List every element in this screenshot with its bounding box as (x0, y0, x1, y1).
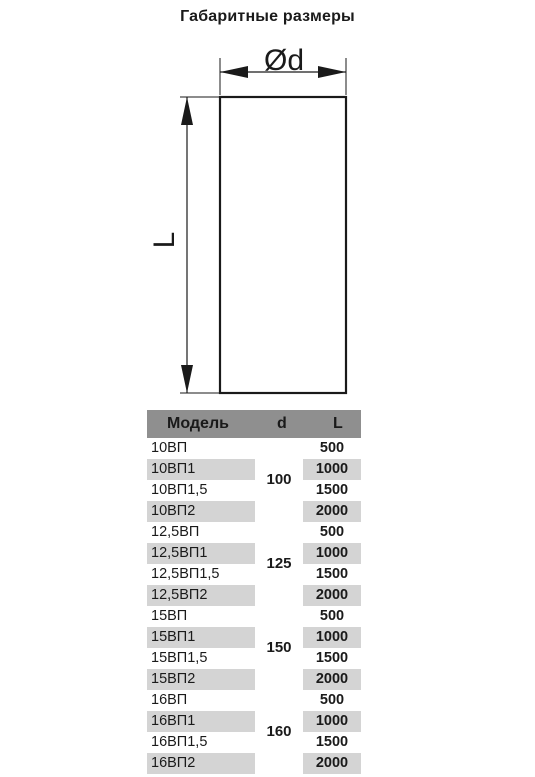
length-arrow-bottom (181, 365, 193, 393)
model-cell: 16ВП1,5 (151, 734, 208, 750)
model-cell: 16ВП2 (147, 753, 255, 774)
table-row (147, 732, 361, 753)
length-cell: 2000 (303, 585, 361, 606)
header-model: Модель (167, 415, 229, 432)
model-cell: 12,5ВП1 (147, 543, 255, 564)
table-row (147, 648, 361, 669)
length-cell: 1000 (303, 543, 361, 564)
length-cell: 2000 (303, 753, 361, 774)
table-row (147, 753, 361, 774)
page-title: Габаритные размеры (180, 8, 355, 25)
diameter-arrow-left (220, 66, 248, 78)
table-body (147, 438, 361, 774)
model-cell: 12,5ВП1,5 (151, 566, 220, 582)
diameter-label: Ød (263, 44, 305, 77)
length-cell: 500 (319, 608, 345, 624)
model-cell: 12,5ВП2 (147, 585, 255, 606)
table-row (147, 669, 361, 690)
model-cell: 16ВП1 (147, 711, 255, 732)
length-cell: 1500 (315, 566, 349, 582)
table-header (147, 410, 361, 438)
length-cell: 1000 (303, 459, 361, 480)
duct-outline (220, 97, 346, 393)
table-row (147, 480, 361, 501)
length-cell: 1500 (315, 482, 349, 498)
length-cell: 500 (319, 440, 345, 456)
table-row (147, 501, 361, 522)
table-row (147, 522, 361, 543)
length-cell: 1500 (315, 650, 349, 666)
length-cell: 2000 (303, 501, 361, 522)
length-cell: 1000 (303, 627, 361, 648)
dimensions-table (147, 410, 361, 774)
model-cell: 15ВП1 (147, 627, 255, 648)
table-row (147, 606, 361, 627)
table-row (147, 564, 361, 585)
diameter-cell: 160 (266, 723, 292, 740)
diameter-cell: 100 (266, 471, 292, 488)
table-row (147, 438, 361, 459)
length-arrow-top (181, 97, 193, 125)
diameter-cell: 150 (266, 639, 292, 656)
table-row (147, 543, 361, 564)
model-cell: 15ВП (151, 608, 188, 624)
table-row (147, 585, 361, 606)
model-cell: 10ВП2 (147, 501, 255, 522)
diameter-cell: 125 (266, 555, 292, 572)
model-cell: 10ВП (151, 440, 188, 456)
model-cell: 10ВП1,5 (151, 482, 208, 498)
length-label: L (148, 231, 181, 249)
diameter-arrow-right (318, 66, 346, 78)
model-cell: 10ВП1 (147, 459, 255, 480)
length-cell: 2000 (303, 669, 361, 690)
table-row (147, 627, 361, 648)
header-d: d (277, 415, 287, 432)
length-cell: 1500 (315, 734, 349, 750)
header-l: L (333, 415, 343, 432)
model-cell: 16ВП (151, 692, 188, 708)
table-row (147, 459, 361, 480)
model-cell: 15ВП2 (147, 669, 255, 690)
table-row (147, 690, 361, 711)
table-row (147, 711, 361, 732)
length-cell: 500 (319, 692, 345, 708)
model-cell: 12,5ВП (151, 524, 200, 540)
length-cell: 1000 (303, 711, 361, 732)
length-cell: 500 (319, 524, 345, 540)
model-cell: 15ВП1,5 (151, 650, 208, 666)
